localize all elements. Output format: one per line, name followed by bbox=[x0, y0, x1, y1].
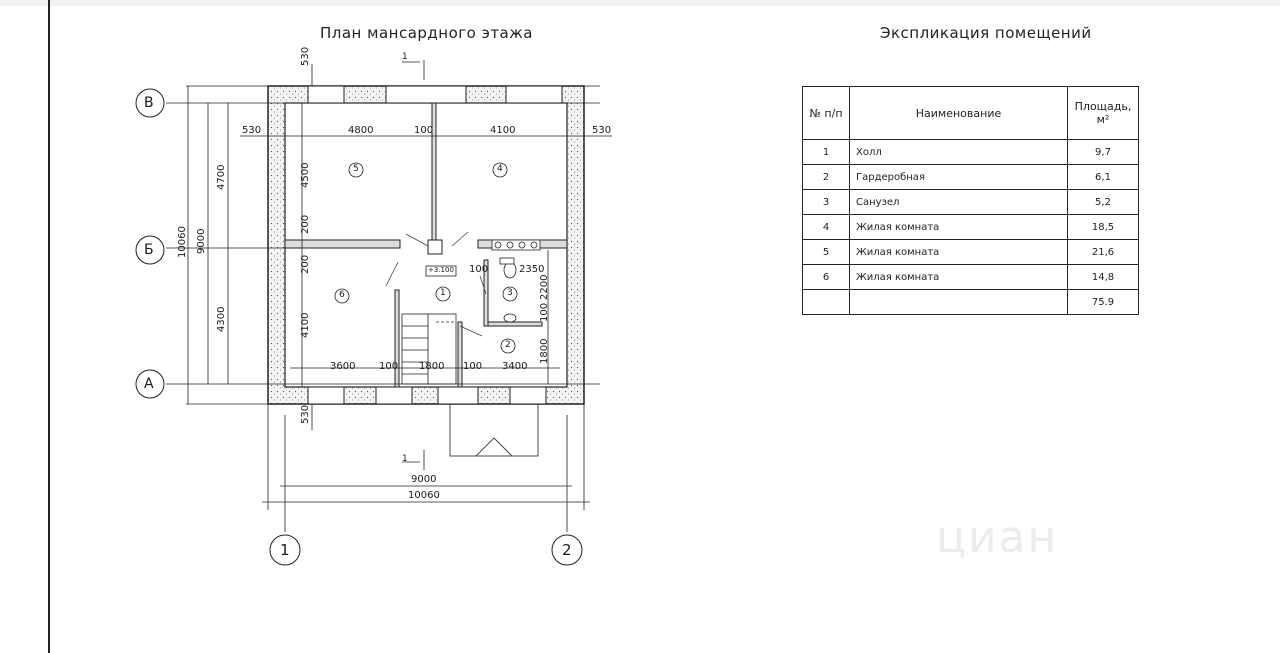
row-num: 1 bbox=[803, 140, 850, 165]
row-area: 14,8 bbox=[1068, 265, 1139, 290]
dim-partition-bottom-2: 100 bbox=[463, 361, 483, 372]
dim-hall-width: 3400 bbox=[502, 361, 528, 372]
total-area: 75.9 bbox=[1068, 290, 1139, 315]
header-num: № п/п bbox=[803, 87, 850, 140]
axis-label-v: В bbox=[144, 95, 154, 111]
row-num: 6 bbox=[803, 265, 850, 290]
table-header-row bbox=[803, 87, 1139, 140]
dim-axis-total: 9000 bbox=[196, 228, 207, 254]
row-area: 21,6 bbox=[1068, 240, 1139, 265]
section-mark-bottom: 1 bbox=[402, 454, 408, 464]
table-row bbox=[803, 215, 1139, 240]
table-row bbox=[803, 240, 1139, 265]
row-num: 5 bbox=[803, 240, 850, 265]
dim-partition-bottom-1: 100 bbox=[379, 361, 399, 372]
dim-room6-height: 4100 bbox=[300, 312, 311, 338]
row-name: Гардеробная bbox=[850, 165, 1068, 190]
dim-overall-height: 10060 bbox=[177, 226, 188, 258]
dim-wc-height: 2200 bbox=[539, 274, 550, 300]
dim-top-wall: 530 bbox=[300, 46, 311, 66]
section-mark-top: 1 bbox=[402, 52, 408, 62]
dim-wc-width: 2350 bbox=[519, 264, 545, 275]
dim-axis-ba: 4300 bbox=[216, 306, 227, 332]
table-row bbox=[803, 190, 1139, 215]
row-area: 9,7 bbox=[1068, 140, 1139, 165]
dim-left-wall: 530 bbox=[242, 125, 262, 136]
dim-axis-width: 9000 bbox=[411, 474, 437, 485]
dim-dressing-height: 1800 bbox=[539, 338, 550, 364]
dim-partition-top: 100 bbox=[414, 125, 434, 136]
dim-room4-width: 4100 bbox=[490, 125, 516, 136]
row-name: Холл bbox=[850, 140, 1068, 165]
explication-title: Экспликация помещений bbox=[880, 24, 1092, 42]
explication-table bbox=[802, 86, 1139, 315]
row-area: 5,2 bbox=[1068, 190, 1139, 215]
dim-room5-width: 4800 bbox=[348, 125, 374, 136]
room-3-number: 3 bbox=[507, 288, 513, 298]
row-num bbox=[803, 290, 850, 315]
dim-stair-width: 1800 bbox=[419, 361, 445, 372]
room-5-number: 5 bbox=[353, 164, 359, 174]
table-row bbox=[803, 140, 1139, 165]
dim-wc-wall: 100 bbox=[539, 302, 550, 322]
dim-room6-width: 3600 bbox=[330, 361, 356, 372]
table-row bbox=[803, 165, 1139, 190]
watermark: циан bbox=[936, 512, 1059, 563]
dim-inner-wall-1: 200 bbox=[300, 214, 311, 234]
row-name: Жилая комната bbox=[850, 240, 1068, 265]
row-num: 4 bbox=[803, 215, 850, 240]
dim-axis-vb: 4700 bbox=[216, 164, 227, 190]
room-4-number: 4 bbox=[497, 164, 503, 174]
level-mark: +3.100 bbox=[428, 266, 454, 274]
row-name: Жилая комната bbox=[850, 215, 1068, 240]
table-row bbox=[803, 265, 1139, 290]
dim-room5-height: 4500 bbox=[300, 162, 311, 188]
row-name: Санузел bbox=[850, 190, 1068, 215]
dim-overall-width: 10060 bbox=[408, 490, 440, 501]
row-name bbox=[850, 290, 1068, 315]
plan-title: План мансардного этажа bbox=[320, 24, 533, 42]
header-area: Площадь, м² bbox=[1068, 87, 1139, 140]
room-1-number: 1 bbox=[440, 288, 446, 298]
row-num: 3 bbox=[803, 190, 850, 215]
axis-label-b: Б bbox=[144, 242, 154, 258]
room-6-number: 6 bbox=[339, 290, 345, 300]
dim-bottom-wall: 530 bbox=[300, 404, 311, 424]
dim-right-wall: 530 bbox=[592, 125, 612, 136]
dim-wc-partition: 100 bbox=[469, 264, 489, 275]
row-name: Жилая комната bbox=[850, 265, 1068, 290]
row-area: 6,1 bbox=[1068, 165, 1139, 190]
axis-label-a: А bbox=[144, 376, 154, 392]
table-total-row bbox=[803, 290, 1139, 315]
row-num: 2 bbox=[803, 165, 850, 190]
axis-label-1: 1 bbox=[280, 541, 290, 559]
row-area: 18,5 bbox=[1068, 215, 1139, 240]
dim-inner-wall-2: 200 bbox=[300, 254, 311, 274]
room-2-number: 2 bbox=[505, 340, 511, 350]
header-name: Наименование bbox=[850, 87, 1068, 140]
axis-label-2: 2 bbox=[562, 541, 572, 559]
